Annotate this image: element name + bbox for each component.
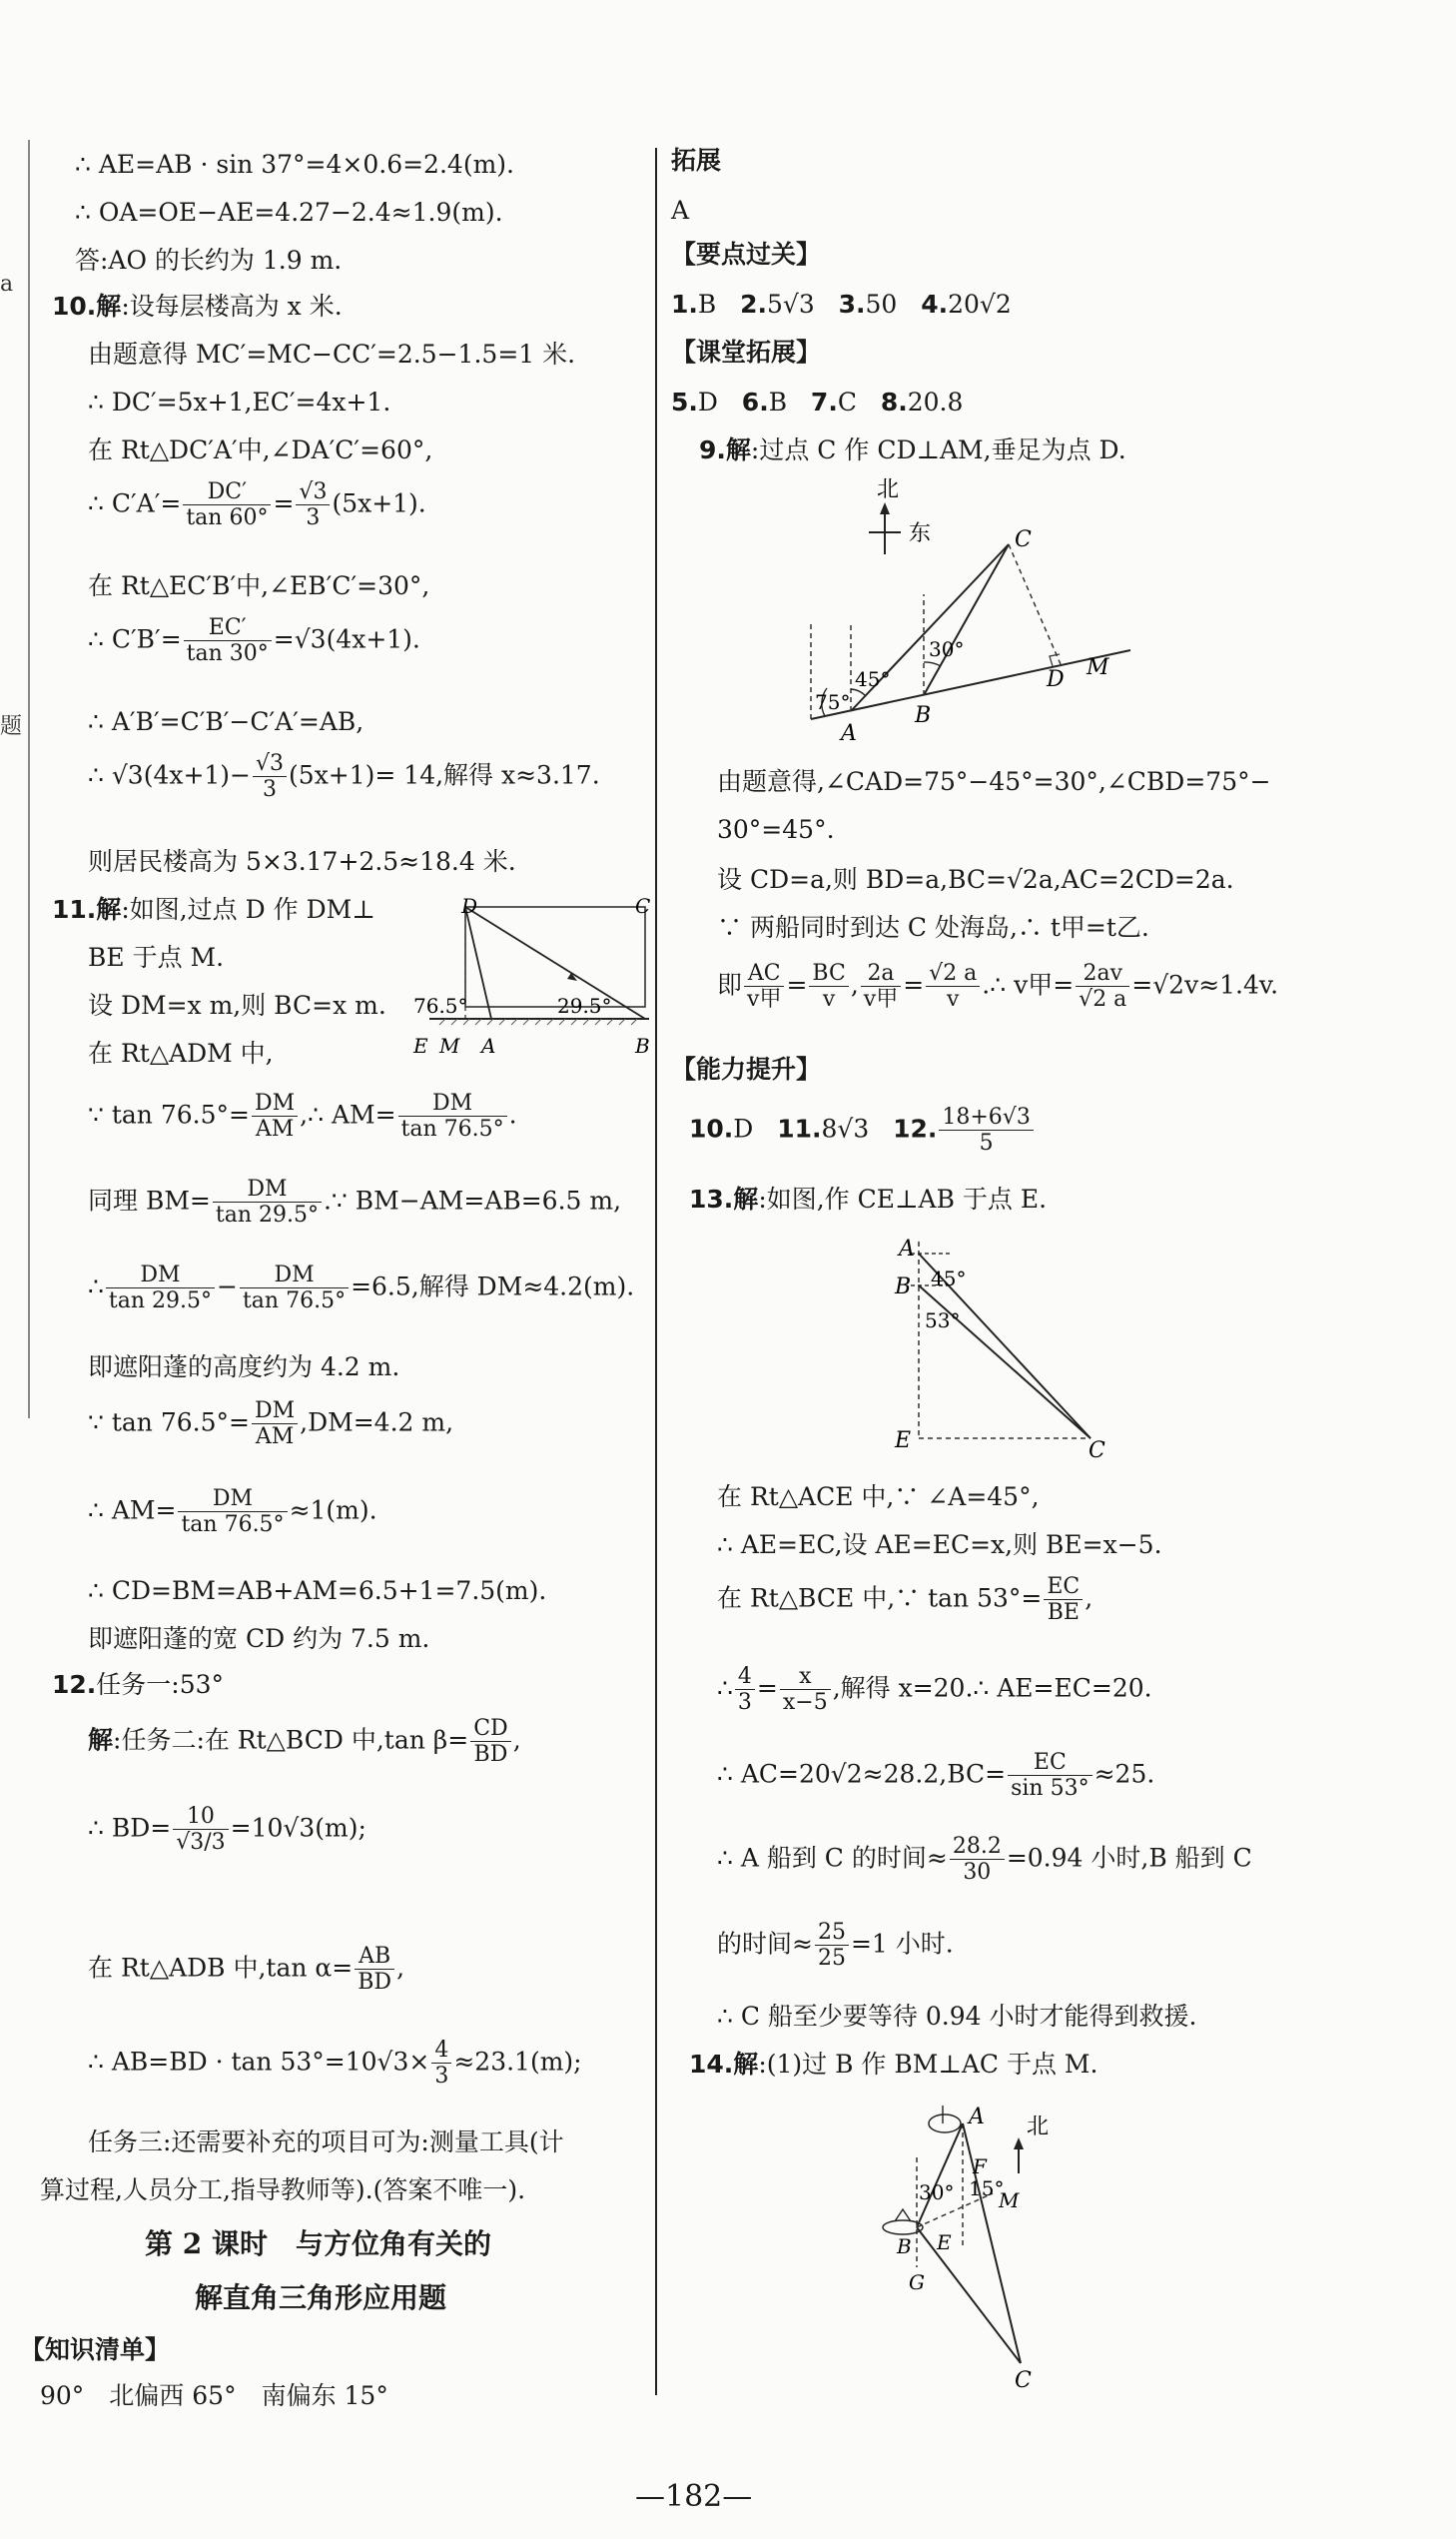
text-line: 即遮阳蓬的宽 CD 约为 7.5 m. bbox=[88, 1624, 430, 1653]
denominator: 3 bbox=[306, 505, 321, 531]
denominator: AM bbox=[255, 1117, 295, 1143]
label-B: B bbox=[897, 2234, 912, 2258]
fraction bbox=[178, 1486, 287, 1538]
fraction bbox=[431, 2038, 451, 2090]
label-B: B bbox=[635, 1034, 650, 1058]
answer-number: 1. bbox=[671, 290, 698, 319]
lesson-title: 第 2 课时 与方位角有关的 bbox=[145, 2227, 491, 2260]
answer-value: 8√3 bbox=[821, 1114, 870, 1144]
answer-value: 50 bbox=[865, 290, 898, 319]
denominator: v bbox=[947, 987, 960, 1013]
solution-label: 解 bbox=[733, 1185, 759, 1214]
numerator: BC bbox=[809, 961, 848, 987]
formula-line bbox=[88, 615, 420, 667]
fraction bbox=[296, 479, 330, 531]
numerator: DM bbox=[213, 1177, 322, 1203]
text-line: 算过程,人员分工,指导教师等).(答案不唯一). bbox=[40, 2175, 526, 2204]
fraction bbox=[355, 1944, 394, 1996]
denominator: v bbox=[822, 987, 836, 1013]
label-A: A bbox=[481, 1034, 496, 1058]
numerator: 2av bbox=[1076, 961, 1129, 987]
formula-line bbox=[717, 1750, 1154, 1802]
class-answers bbox=[671, 388, 963, 418]
numerator: DM bbox=[178, 1486, 287, 1512]
line-ab bbox=[917, 2123, 963, 2227]
problem-number: 11. bbox=[52, 895, 97, 924]
section-ability: 【能力提升】 bbox=[671, 1055, 822, 1084]
label-A: A bbox=[841, 721, 857, 744]
margin-glyph-mid: 题 bbox=[0, 714, 23, 739]
text: ,DM=4.2 m, bbox=[300, 1407, 454, 1437]
fraction bbox=[240, 1263, 349, 1314]
numerator: 18+6√3 bbox=[939, 1105, 1033, 1131]
extension-heading: 拓展 bbox=[671, 146, 722, 175]
numerator: 10 bbox=[173, 1804, 228, 1830]
numerator: CD bbox=[470, 1716, 510, 1742]
formula-line bbox=[88, 751, 600, 803]
text-line: 则居民楼高为 5×3.17+2.5≈18.4 米. bbox=[88, 847, 516, 876]
text: , bbox=[1085, 1583, 1093, 1613]
text-line: BE 于点 M. bbox=[88, 943, 225, 972]
fraction bbox=[744, 961, 784, 1013]
text: − bbox=[217, 1271, 238, 1301]
text: ∴ AC=20√2≈28.2,BC= bbox=[717, 1759, 1007, 1789]
text: =0.94 小时,B 船到 C bbox=[1006, 1843, 1252, 1873]
problem-number: 12. bbox=[52, 1670, 97, 1699]
text: = bbox=[756, 1673, 778, 1703]
answer-value: 5√3 bbox=[767, 290, 815, 319]
text-line: ∴ C 船至少要等待 0.94 小时才能得到救援. bbox=[717, 2002, 1197, 2031]
angle-label: 45° bbox=[855, 667, 891, 691]
answer-value: D bbox=[733, 1114, 754, 1144]
left-column-rule bbox=[28, 140, 30, 1418]
numerator: DM bbox=[398, 1091, 507, 1117]
formula-line bbox=[88, 2038, 582, 2090]
angle-arc bbox=[924, 662, 941, 666]
formula-line bbox=[88, 1944, 404, 1996]
fraction bbox=[815, 1920, 849, 1972]
formula-line bbox=[88, 1177, 621, 1229]
numerator: 28.2 bbox=[950, 1834, 1005, 1860]
text: ∵ tan 76.5°= bbox=[88, 1100, 250, 1130]
angle-label: 29.5° bbox=[557, 994, 612, 1018]
column-divider bbox=[655, 148, 657, 2395]
text: ,∴ AM= bbox=[300, 1100, 396, 1130]
text-line: 即遮阳蓬的高度约为 4.2 m. bbox=[88, 1352, 400, 1381]
line-ac bbox=[963, 2123, 1021, 2363]
problem-10-heading bbox=[52, 292, 343, 322]
text: ∴ AM= bbox=[88, 1495, 177, 1525]
section-knowledge: 【知识清单】 bbox=[20, 2335, 171, 2364]
answer-value: 20√2 bbox=[948, 290, 1012, 319]
label-E: E bbox=[937, 2230, 952, 2254]
text: ≈23.1(m); bbox=[453, 2047, 582, 2077]
text-line: ∴ AE=AB · sin 37°=4×0.6=2.4(m). bbox=[75, 150, 514, 179]
formula-line: 即 $\frac{AC}{\text{v甲}}$ = $\frac{BC}{v}$ , $\frac{2a}{\text{v甲}}$ = $\frac{√2 a}{v}$ .∴ v甲= $\frac{2av}{√2 a}$ =√2v≈1.4v. bbox=[717, 961, 1279, 1013]
text-line: 在 Rt△DC′A′中,∠DA′C′=60°, bbox=[88, 435, 433, 464]
angle-label: 30° bbox=[929, 637, 965, 661]
text-line: 30°=45°. bbox=[717, 815, 835, 844]
text: ∴ C′B′= bbox=[88, 624, 182, 654]
numerator: DC′ bbox=[183, 479, 271, 505]
label-C: C bbox=[1015, 2368, 1032, 2393]
fraction bbox=[183, 479, 271, 531]
denominator: BD bbox=[473, 1742, 508, 1768]
fraction bbox=[939, 1105, 1033, 1157]
denominator: √2 a bbox=[1079, 987, 1127, 1013]
numerator: EC′ bbox=[184, 615, 272, 641]
formula-line bbox=[88, 1091, 517, 1143]
ability-answers bbox=[689, 1105, 1036, 1157]
fraction bbox=[735, 1664, 755, 1716]
label-G: G bbox=[909, 2270, 925, 2294]
angle-label: 53° bbox=[925, 1308, 961, 1332]
text: 在 Rt△BCE 中,∵ tan 53°= bbox=[717, 1583, 1043, 1613]
solution-label: 解 bbox=[96, 895, 122, 924]
text-line: ∴ A′B′=C′B′−C′A′=AB, bbox=[88, 707, 364, 736]
solution-label: 解 bbox=[96, 292, 122, 321]
angle-label: 75° bbox=[815, 690, 851, 714]
problem-number: 9. bbox=[699, 435, 726, 464]
fraction bbox=[1008, 1750, 1092, 1802]
text: :过点 C 作 CD⊥AM,垂足为点 D. bbox=[750, 435, 1126, 464]
text: =√3(4x+1). bbox=[273, 624, 420, 654]
boat-icon bbox=[929, 2115, 961, 2132]
denominator: 3 bbox=[434, 2064, 449, 2090]
numerator: √3 bbox=[253, 751, 287, 777]
answer-number: 3. bbox=[838, 290, 866, 319]
problem-9-heading bbox=[699, 435, 1126, 465]
text-line: 在 Rt△EC′B′中,∠EB′C′=30°, bbox=[88, 571, 430, 600]
problem-number: 13. bbox=[689, 1185, 734, 1214]
denominator: 30 bbox=[963, 1860, 992, 1886]
section-class-extension: 【课堂拓展】 bbox=[671, 338, 822, 367]
text-line: ∴ AE=EC,设 AE=EC=x,则 BE=x−5. bbox=[717, 1530, 1162, 1559]
denominator: tan 29.5° bbox=[215, 1203, 319, 1229]
denominator: tan 30° bbox=[186, 641, 269, 667]
text-line: ∴ OA=OE−AE=4.27−2.4≈1.9(m). bbox=[75, 198, 503, 227]
text: , bbox=[512, 1725, 521, 1755]
denominator: √3/3 bbox=[176, 1830, 226, 1856]
solution-label: 解 bbox=[733, 2050, 759, 2079]
fraction bbox=[861, 961, 901, 1013]
text-line: 在 Rt△ACE 中,∵ ∠A=45°, bbox=[717, 1482, 1040, 1511]
denominator: tan 76.5° bbox=[400, 1117, 504, 1143]
line-cd bbox=[1009, 544, 1061, 664]
text-line: 由题意得 MC′=MC−CC′=2.5−1.5=1 米. bbox=[88, 340, 576, 369]
rescue-figure bbox=[881, 1224, 1110, 1463]
formula-line bbox=[717, 1664, 1152, 1716]
text: , bbox=[396, 1953, 405, 1983]
label-C: C bbox=[1015, 527, 1032, 552]
answer-number: 6. bbox=[741, 388, 769, 417]
north-label: 北 bbox=[877, 477, 900, 502]
text-line: 由题意得,∠CAD=75°−45°=30°,∠CBD=75°− bbox=[717, 767, 1271, 796]
label-C: C bbox=[635, 894, 651, 918]
denominator: BE bbox=[1047, 1600, 1080, 1626]
text-line: 任务三:还需要补充的项目可为:测量工具(计 bbox=[88, 2127, 564, 2156]
text: (5x+1)= 14,解得 x≈3.17. bbox=[289, 760, 600, 790]
denominator: BD bbox=[358, 1970, 392, 1996]
label-M: M bbox=[1087, 655, 1109, 680]
figure-ray-db bbox=[465, 907, 645, 1019]
numerator: 25 bbox=[815, 1920, 849, 1946]
island-figure bbox=[881, 2098, 1200, 2397]
numerator: x bbox=[780, 1664, 831, 1690]
section-key-points: 【要点过关】 bbox=[671, 240, 822, 269]
text: 任务一:53° bbox=[96, 1670, 225, 1699]
label-C: C bbox=[1089, 1438, 1105, 1463]
problem-11-heading bbox=[52, 895, 375, 925]
solution-label: 解 bbox=[88, 1725, 114, 1755]
text: = bbox=[786, 970, 808, 1000]
text-line: 设 DM=x m,则 BC=x m. bbox=[88, 991, 386, 1020]
problem-13-heading bbox=[689, 1185, 1047, 1215]
answer-value: D bbox=[697, 388, 718, 417]
formula-line bbox=[88, 1398, 453, 1450]
lesson-subtitle: 解直角三角形应用题 bbox=[195, 2281, 447, 2314]
north-arrow-icon bbox=[1014, 2137, 1024, 2149]
label-A: A bbox=[899, 1237, 915, 1262]
formula-line bbox=[88, 479, 426, 531]
text: .∵ BM−AM=AB=6.5 m, bbox=[323, 1186, 622, 1216]
label-M: M bbox=[439, 1034, 460, 1058]
text-line: 在 Rt△ADM 中, bbox=[88, 1039, 274, 1068]
text: ,解得 x=20.∴ AE=EC=20. bbox=[832, 1673, 1152, 1703]
fraction bbox=[173, 1804, 228, 1856]
answer-number: 10. bbox=[689, 1114, 734, 1144]
label-A: A bbox=[969, 2105, 985, 2129]
figure-ray-da bbox=[465, 907, 491, 1019]
text: 即 bbox=[717, 970, 743, 1000]
label-F: F bbox=[973, 2154, 987, 2178]
text: 的时间≈ bbox=[717, 1929, 813, 1959]
fraction bbox=[252, 1398, 298, 1450]
answer-number: 7. bbox=[810, 388, 838, 417]
denominator: x−5 bbox=[782, 1690, 828, 1716]
answer-value: C bbox=[837, 388, 857, 417]
text: :如图,作 CE⊥AB 于点 E. bbox=[758, 1185, 1048, 1214]
fraction bbox=[780, 1664, 831, 1716]
numerator: DM bbox=[240, 1263, 349, 1288]
denominator: 3 bbox=[737, 1690, 752, 1716]
fraction bbox=[252, 1091, 298, 1143]
numerator: EC bbox=[1044, 1574, 1083, 1600]
text-line: 答:AO 的长约为 1.9 m. bbox=[75, 246, 343, 275]
key-answers bbox=[671, 290, 1012, 320]
awning-figure bbox=[399, 889, 659, 1069]
text: ∴ √3(4x+1)− bbox=[88, 760, 252, 790]
answer-value: 20.8 bbox=[907, 388, 964, 417]
denominator: v甲 bbox=[863, 987, 899, 1013]
page-number: —182— bbox=[635, 2479, 753, 2514]
fraction bbox=[106, 1263, 215, 1314]
denominator: AM bbox=[255, 1424, 295, 1450]
text: ∵ tan 76.5°= bbox=[88, 1407, 250, 1437]
fraction bbox=[950, 1834, 1005, 1886]
label-B: B bbox=[895, 1274, 912, 1299]
numerator: DM bbox=[252, 1091, 298, 1117]
angle-label: 30° bbox=[919, 2180, 955, 2204]
text: ≈25. bbox=[1093, 1759, 1155, 1789]
formula-line bbox=[717, 1574, 1092, 1626]
margin-glyph-top: a bbox=[0, 272, 14, 297]
denominator: tan 76.5° bbox=[242, 1288, 347, 1314]
fraction bbox=[809, 961, 848, 1013]
numerator: AB bbox=[355, 1944, 394, 1970]
denominator: 25 bbox=[817, 1946, 846, 1972]
north-label: 北 bbox=[1027, 2115, 1050, 2139]
text: :设每层楼高为 x 米. bbox=[121, 292, 343, 321]
label-B: B bbox=[915, 703, 932, 728]
numerator: √3 bbox=[296, 479, 330, 505]
extension-answer: A bbox=[671, 196, 690, 225]
problem-14-heading bbox=[689, 2050, 1097, 2080]
label-M: M bbox=[999, 2188, 1020, 2212]
fraction bbox=[213, 1177, 322, 1229]
formula-line bbox=[88, 1486, 377, 1538]
label-D: D bbox=[1047, 667, 1065, 692]
text: . bbox=[508, 1100, 517, 1130]
text: =√2v≈1.4v. bbox=[1131, 970, 1279, 1000]
fraction bbox=[398, 1091, 507, 1143]
formula-line bbox=[717, 1920, 954, 1972]
text: ∴ A 船到 C 的时间≈ bbox=[717, 1843, 948, 1873]
numerator: DM bbox=[106, 1263, 215, 1288]
text: :任务二:在 Rt△BCD 中,tan β= bbox=[113, 1725, 469, 1755]
fraction bbox=[184, 615, 272, 667]
solution-label: 解 bbox=[725, 435, 751, 464]
numerator: 2a bbox=[861, 961, 901, 987]
numerator: 4 bbox=[431, 2038, 451, 2064]
angle-label: 76.5° bbox=[413, 994, 468, 1018]
text: 在 Rt△ADB 中,tan α= bbox=[88, 1953, 354, 1983]
text: :如图,过点 D 作 DM⊥ bbox=[121, 895, 375, 924]
formula-line bbox=[88, 1716, 521, 1768]
answer-value: B bbox=[768, 388, 788, 417]
answer-number: 2. bbox=[740, 290, 768, 319]
text: ∴ C′A′= bbox=[88, 488, 182, 518]
text: =10√3(m); bbox=[230, 1813, 366, 1843]
fraction bbox=[470, 1716, 510, 1768]
numerator: DM bbox=[252, 1398, 298, 1424]
text-line: ∴ DC′=5x+1,EC′=4x+1. bbox=[88, 388, 391, 417]
knowledge-answers: 90° 北偏西 65° 南偏东 15° bbox=[40, 2381, 388, 2410]
text: =6.5,解得 DM≈4.2(m). bbox=[351, 1271, 635, 1301]
numerator: EC bbox=[1008, 1750, 1092, 1776]
text: ≈1(m). bbox=[289, 1495, 377, 1525]
problem-12-heading bbox=[52, 1670, 224, 1700]
problem-number: 14. bbox=[689, 2050, 734, 2079]
east-label: 东 bbox=[909, 521, 932, 546]
answer-number: 4. bbox=[921, 290, 949, 319]
denominator: v甲 bbox=[747, 987, 782, 1013]
denominator: 3 bbox=[263, 777, 278, 803]
text: ∴ AB=BD · tan 53°=10√3× bbox=[88, 2047, 430, 2077]
text: ∴ bbox=[717, 1673, 733, 1703]
fraction bbox=[1044, 1574, 1083, 1626]
angle-label: 45° bbox=[931, 1267, 967, 1290]
text: :(1)过 B 作 BM⊥AC 于点 M. bbox=[758, 2050, 1098, 2079]
label-D: D bbox=[461, 894, 478, 918]
denominator: tan 60° bbox=[186, 505, 269, 531]
formula-line bbox=[717, 1834, 1252, 1886]
text: = bbox=[273, 488, 295, 518]
angle-label: 15° bbox=[969, 2176, 1005, 2200]
text: =1 小时. bbox=[850, 1929, 954, 1959]
north-arrow-icon bbox=[880, 502, 890, 514]
denominator: sin 53° bbox=[1011, 1776, 1090, 1802]
label-E: E bbox=[413, 1034, 428, 1058]
text: ∴ bbox=[88, 1271, 104, 1301]
text-line: ∵ 两船同时到达 C 处海岛,∴ t甲=t乙. bbox=[717, 913, 1149, 942]
answer-number: 11. bbox=[777, 1114, 822, 1144]
label-E: E bbox=[895, 1428, 912, 1453]
answer-number: 12. bbox=[893, 1114, 938, 1144]
text: 同理 BM= bbox=[88, 1186, 211, 1216]
numerator: AC bbox=[744, 961, 784, 987]
answer-value: B bbox=[697, 290, 717, 319]
problem-number: 10. bbox=[52, 292, 97, 321]
formula-line bbox=[88, 1804, 366, 1856]
denominator: tan 29.5° bbox=[108, 1288, 213, 1314]
palm-icon bbox=[895, 2209, 911, 2221]
fraction bbox=[253, 751, 287, 803]
answer-number: 5. bbox=[671, 388, 698, 417]
numerator: 4 bbox=[735, 1664, 755, 1690]
text: .∴ v甲= bbox=[982, 970, 1075, 1000]
text: (5x+1). bbox=[332, 488, 426, 518]
text-line: 设 CD=a,则 BD=a,BC=√2a,AC=2CD=2a. bbox=[717, 865, 1234, 894]
fraction bbox=[926, 961, 980, 1013]
fraction bbox=[1076, 961, 1129, 1013]
text-line: ∴ CD=BM=AB+AM=6.5+1=7.5(m). bbox=[88, 1576, 547, 1605]
denominator: 5 bbox=[979, 1131, 994, 1157]
figure-rect bbox=[465, 907, 645, 1007]
denominator: tan 76.5° bbox=[181, 1512, 285, 1538]
text: ∴ BD= bbox=[88, 1813, 172, 1843]
text: , bbox=[850, 970, 859, 1000]
answer-number: 8. bbox=[880, 388, 908, 417]
ship-bearing-figure bbox=[791, 474, 1150, 744]
formula-line bbox=[88, 1263, 634, 1314]
numerator: √2 a bbox=[926, 961, 980, 987]
